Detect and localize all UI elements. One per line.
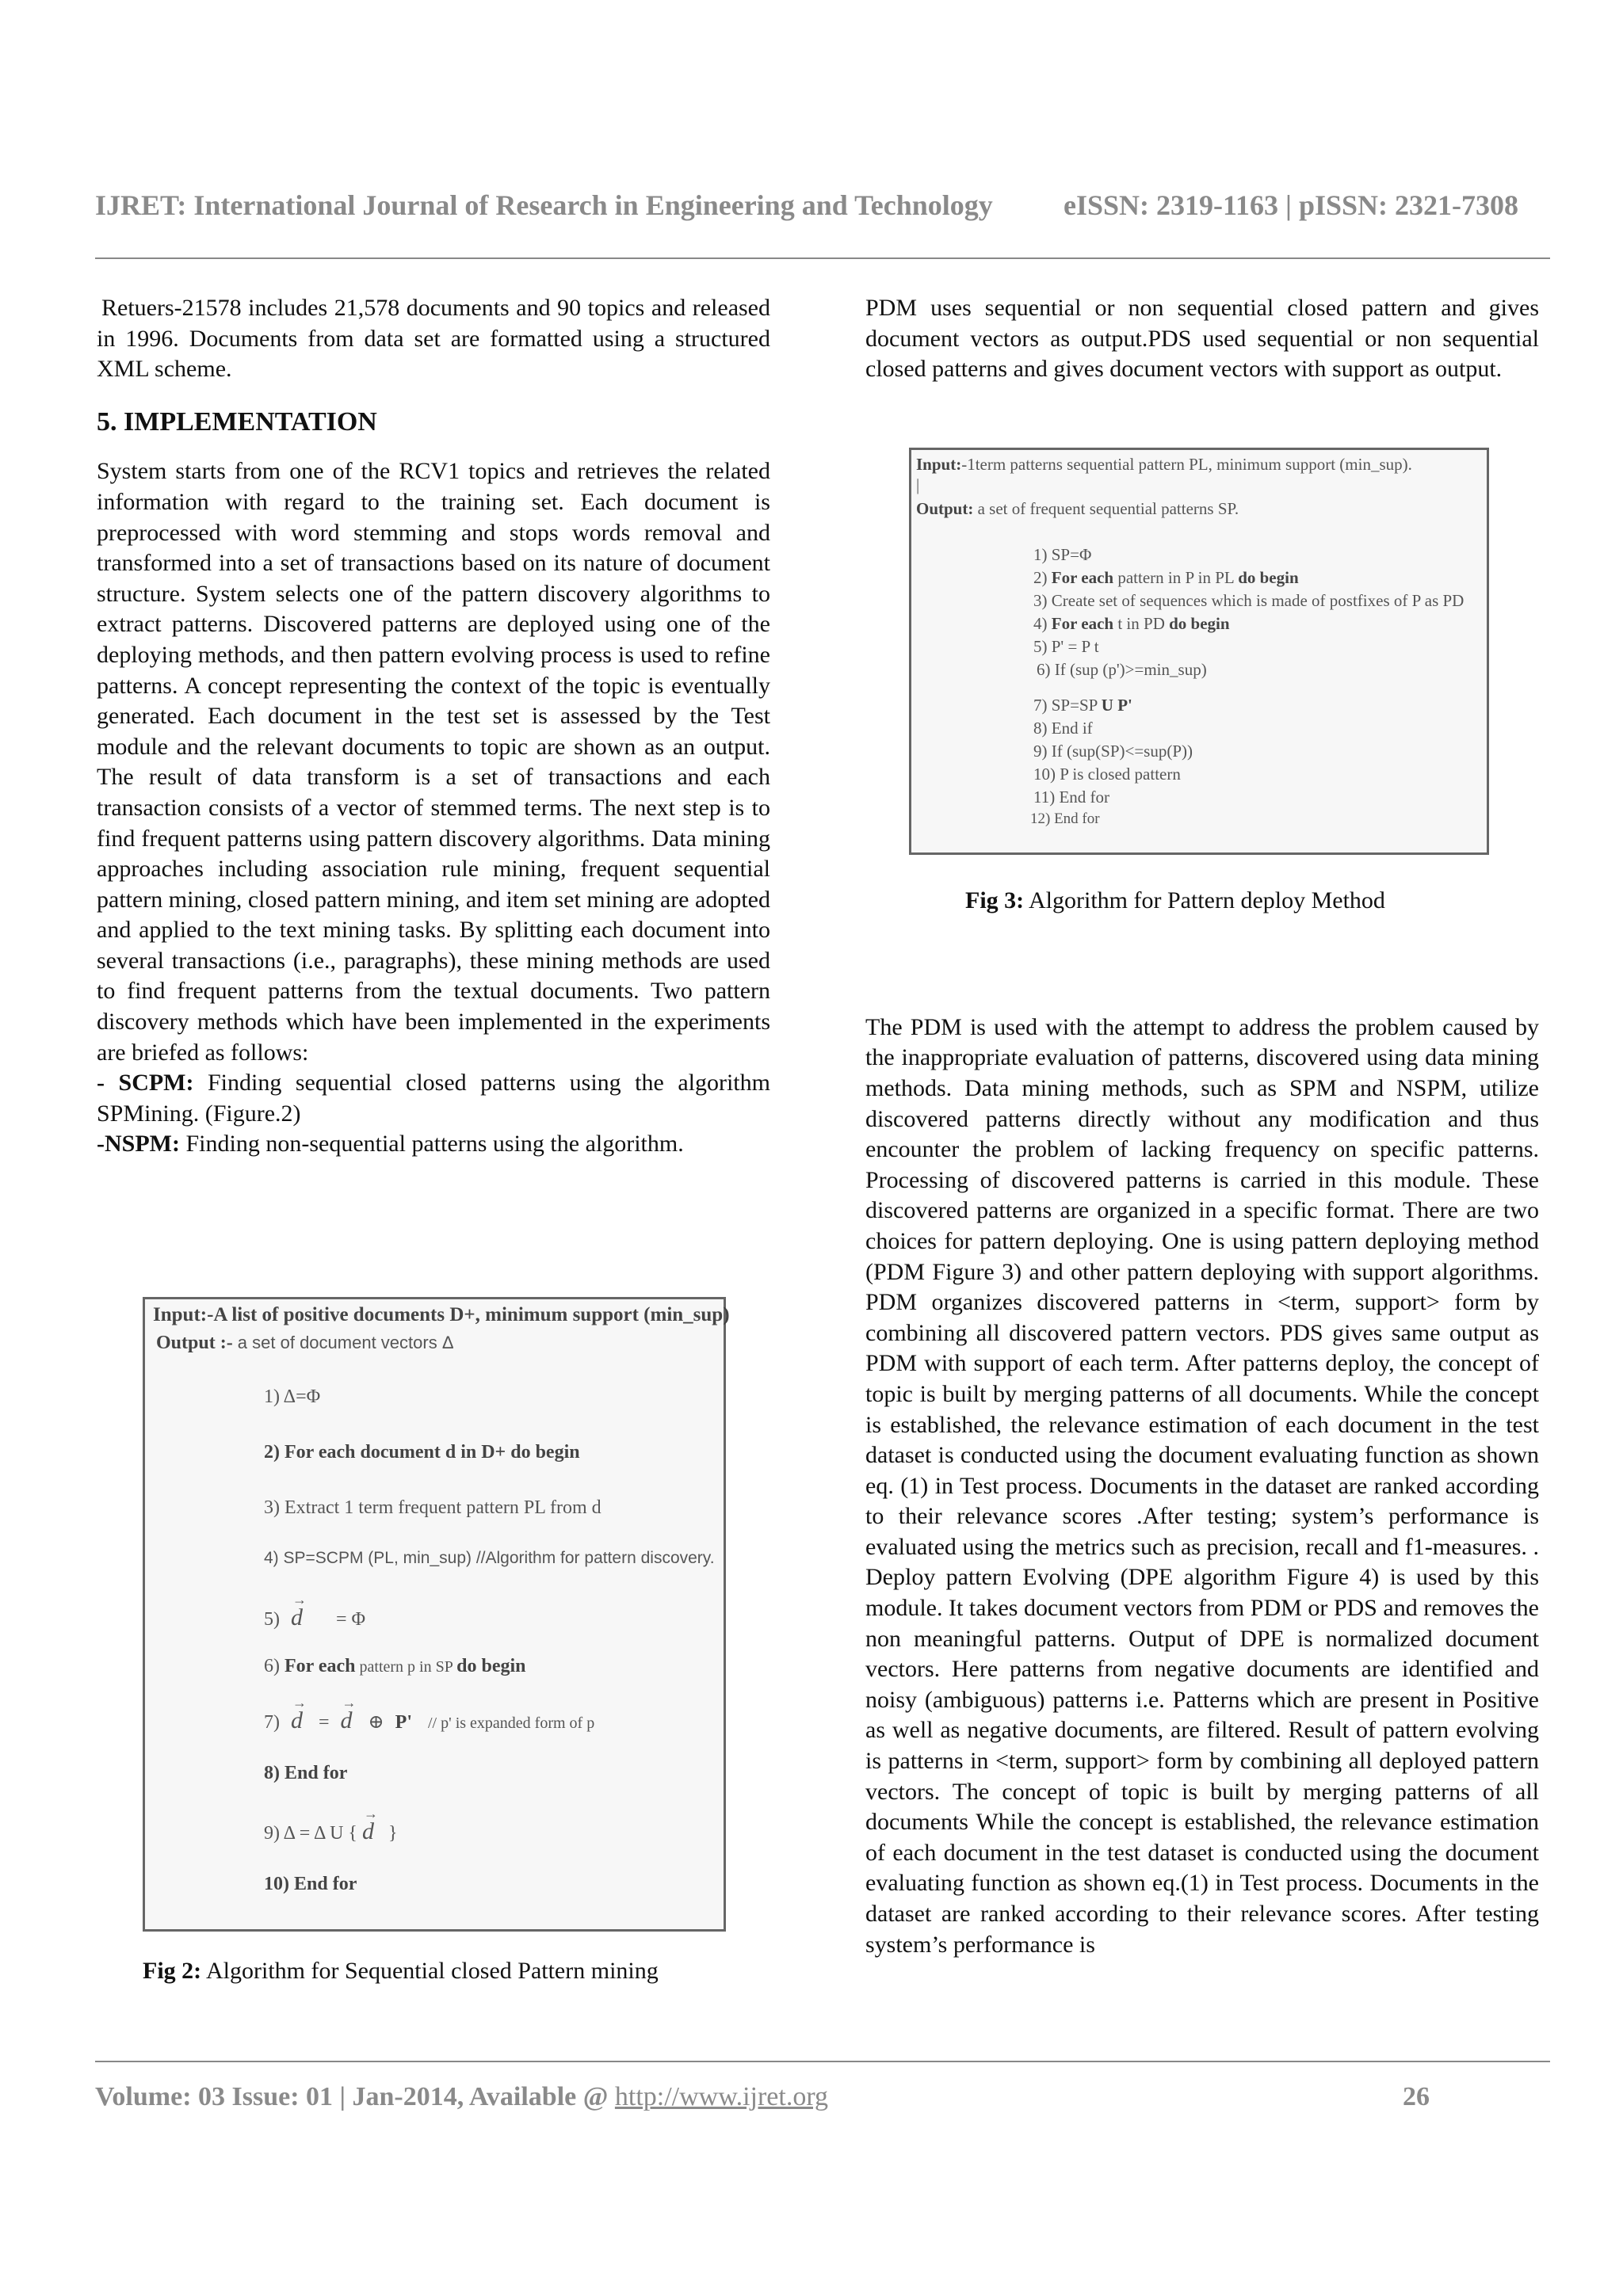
journal-title: IJRET: International Journal of Research in Engineering and Technology (95, 189, 993, 221)
bullet-nspm-label: -NSPM: (97, 1131, 180, 1158)
fig2-step-5 (264, 1604, 365, 1631)
fig2-step-7-eq: = (319, 1712, 330, 1733)
issn: eISSN: 2319-1163 | pISSN: 2321-7308 (1064, 189, 1518, 221)
fig3-caption-label: Fig 3: (965, 887, 1025, 913)
fig3-step-7 (1033, 696, 1132, 715)
fig3-output-text: a set of frequent sequential patterns SP. (973, 499, 1239, 518)
fig3-step-10: 10) P is closed pattern (1033, 765, 1181, 784)
footer-volume: Volume: 03 Issue: 01 | Jan-2014, Available @ (95, 2082, 615, 2111)
fig2-step-7 (264, 1707, 594, 1734)
footer-rule (95, 2061, 1550, 2062)
fig2-step-1: 1) Δ=Φ (264, 1386, 321, 1407)
fig2-caption-text: Algorithm for Sequential closed Pattern mining (201, 1958, 659, 1984)
bullet-scpm (97, 1068, 770, 1129)
pdm-body-paragraph: The PDM is used with the attempt to address the problem caused by the inappropriate evaluation of patterns, discovered using data mining methods. Data mining methods, such as SPM and NSPM, utilize discovered patterns directly without any modification and thus encounter the problem of lacking frequency on specific patterns. Processing of discovered patterns is carried in this module. These discovered patterns are organized in a specific format. There are two choices for pattern deploying. One is using pattern deploying method (PDM Figure 3) and other pattern deploying with support algorithms. PDM organizes discovered patterns in <term, support> form by combining all discovered pattern vectors. PDS gives same output as PDM with support of each term. After patterns deploy, the concept of topic is built by merging patterns of all documents. While the concept is established, the relevance estimation of each document in the test dataset is conducted using the document evaluating function as shown eq. (1) in Test process. Documents in the dataset are ranked according to their relevance scores .After testing; system’s performance is evaluated using the metrics such as precision, recall and f1-measures. . Deploy pattern Evolving (DPE algorithm Figure 4) is used by this module. It takes document vectors from PDM or PDS and removes the non meaningful patterns. Output of DPE is normalized document vectors. Here patterns from negative documents are identified and noisy (ambiguous) patterns i.e. Patterns which are present in Positive as well as negative documents, are filtered. Result of pattern evolving is patterns in <term, support> form by combining all deployed pattern vectors. The concept of topic is built by merging patterns of all documents While the concept is established, the relevance estimation of each document in the test dataset is conducted using the document evaluating function as shown eq.(1) in Test process. Documents in the dataset are ranked according to their relevance scores. After testing system’s performance is (865, 1013, 1539, 1958)
intro-paragraph: Retuers-21578 includes 21,578 documents and 90 topics and released in 1996. Documents from data set are formatted using a structured XML scheme. (97, 295, 770, 383)
fig3-step-2 (1033, 568, 1299, 588)
fig3-input (916, 455, 1412, 475)
page-number: 26 (1403, 2082, 1430, 2111)
fig2-step-4: 4) SP=SCPM (PL, min_sup) //Algorithm for pattern discovery. (264, 1549, 715, 1567)
fig3-step-3: 3) Create set of sequences which is made of postfixes of P as PD (1033, 591, 1465, 610)
fig2-step-9-post: } (388, 1823, 398, 1844)
vector-d-symbol: → d (341, 1707, 353, 1734)
fig2-output-label: Output :- (156, 1333, 233, 1353)
fig3-input-text: -1term patterns sequential pattern PL, minimum support (min_sup). (961, 455, 1412, 474)
bullet-scpm-label: - SCPM: (97, 1070, 194, 1097)
section-heading: 5. IMPLEMENTATION (97, 406, 377, 437)
fig3-step-4-do: do begin (1169, 614, 1230, 633)
figure-3-caption (965, 887, 1385, 914)
vector-d-symbol: → d (362, 1818, 374, 1845)
figure-2-caption (143, 1958, 659, 1985)
journal-link[interactable]: http://www.ijret.org (614, 2082, 829, 2111)
header-rule (95, 257, 1550, 259)
fig2-step-8: 8) End for (264, 1763, 348, 1783)
fig3-step-5: 5) P' = P t (1033, 637, 1099, 656)
fig3-output-label: Output: (916, 499, 974, 518)
vector-d-symbol: → d (291, 1604, 303, 1631)
fig2-output (156, 1333, 454, 1354)
fig3-step-7-u: U P' (1101, 696, 1132, 715)
fig3-step-4-pre: 4) (1033, 614, 1052, 633)
pdm-intro-paragraph: PDM uses sequential or non sequential closed pattern and gives document vectors as output.PDS used sequential or non sequential closed patterns and gives document vectors with support as output. (865, 295, 1539, 383)
figure-2-algorithm (143, 1297, 730, 1932)
left-column (97, 293, 770, 1160)
fig2-step-3: 3) Extract 1 term frequent pattern PL from d (264, 1497, 601, 1518)
fig2-step-5-rest: = Φ (336, 1609, 366, 1630)
fig2-step-2: 2) For each document d in D+ do begin (264, 1442, 580, 1463)
bullet-nspm (97, 1129, 770, 1160)
fig2-output-text: a set of document vectors Δ (232, 1333, 454, 1352)
fig3-step-8: 8) End if (1033, 719, 1093, 738)
fig3-step-11: 11) End for (1033, 788, 1110, 807)
fig3-step-9: 9) If (sup(SP)<=sup(P)) (1033, 742, 1193, 761)
fig3-step-7-pre: 7) SP=SP (1033, 696, 1102, 715)
fig3-input-label: Input: (916, 455, 962, 474)
bullet-nspm-text: Finding non-sequential patterns using the algorithm. (179, 1131, 684, 1158)
fig3-step-1: 1) SP=Φ (1033, 545, 1092, 564)
fig2-step-7-p: P' (395, 1712, 412, 1733)
fig3-step-2-do: do begin (1238, 568, 1299, 587)
footer (95, 2082, 828, 2112)
fig2-step-6-for: For each (285, 1656, 356, 1676)
fig3-step-2-pre: 2) (1033, 568, 1052, 587)
fig3-step-4 (1033, 614, 1230, 634)
fig2-step-9-pre: 9) Δ = Δ U { (264, 1823, 357, 1844)
fig2-step-10: 10) End for (264, 1874, 357, 1894)
fig3-step-12: 12) End for (1030, 810, 1100, 827)
fig2-input: Input:-A list of positive documents D+, minimum support (min_sup) (153, 1304, 730, 1325)
fig2-step-6-mid: pattern p in SP (355, 1658, 457, 1676)
fig2-step-7-num: 7) (264, 1712, 280, 1733)
fig2-step-7-comment: // p' is expanded form of p (427, 1714, 595, 1732)
fig2-step-6-num: 6) (264, 1656, 280, 1676)
fig3-caption-text: Algorithm for Pattern deploy Method (1024, 887, 1385, 913)
fig3-step-4-mid: t in PD (1113, 614, 1170, 633)
fig3-step-2-mid: pattern in P in PL (1113, 568, 1239, 587)
fig2-step-5-num: 5) (264, 1609, 280, 1630)
bullet-scpm-text: Finding sequential closed patterns using the algorithm SPMining. (Figure.2) (97, 1070, 770, 1127)
fig3-step-6: 6) If (sup (p')>=min_sup) (1037, 660, 1207, 679)
fig2-step-9 (264, 1818, 397, 1845)
fig3-step-2-for: For each (1051, 568, 1114, 587)
implementation-paragraph: System starts from one of the RCV1 topics and retrieves the related information with regard to the training set. Each document is preprocessed with word stemming and stops words removal and transformed into a set of transactions based on its nature of document structure. System selects one of the pattern discovery algorithms to extract patterns. Discovered patterns are deployed using one of the deploying methods, and then pattern evolving process is used to refine patterns. A concept representing the context of the topic is eventually generated. Each document in the test set is assessed by the Test module and the relevant documents to topic are shown as an output. The result of data transform is a set of transactions and each transaction consists of a vector of stemmed terms. The next step is to find frequent patterns using pattern discovery algorithms. Data mining approaches including association rule mining, frequent sequential pattern mining, closed pattern mining, and item set mining are adopted and applied to the text mining tasks. By splitting each document into several transactions (i.e., paragraphs), these mining methods are used to find frequent patterns from the textual documents. Two pattern discovery methods which have been implemented in the experiments are briefed as follows: (97, 458, 770, 1066)
fig3-step-4-for: For each (1051, 614, 1114, 633)
oplus-symbol: ⊕ (368, 1712, 384, 1733)
vector-d-symbol: → d (291, 1707, 303, 1734)
fig2-step-6 (264, 1656, 526, 1677)
text-cursor: | (916, 475, 920, 494)
figure-3-algorithm (909, 448, 1489, 855)
fig3-output (916, 499, 1239, 519)
fig2-step-6-do: do begin (456, 1656, 526, 1676)
fig2-caption-label: Fig 2: (143, 1958, 202, 1984)
